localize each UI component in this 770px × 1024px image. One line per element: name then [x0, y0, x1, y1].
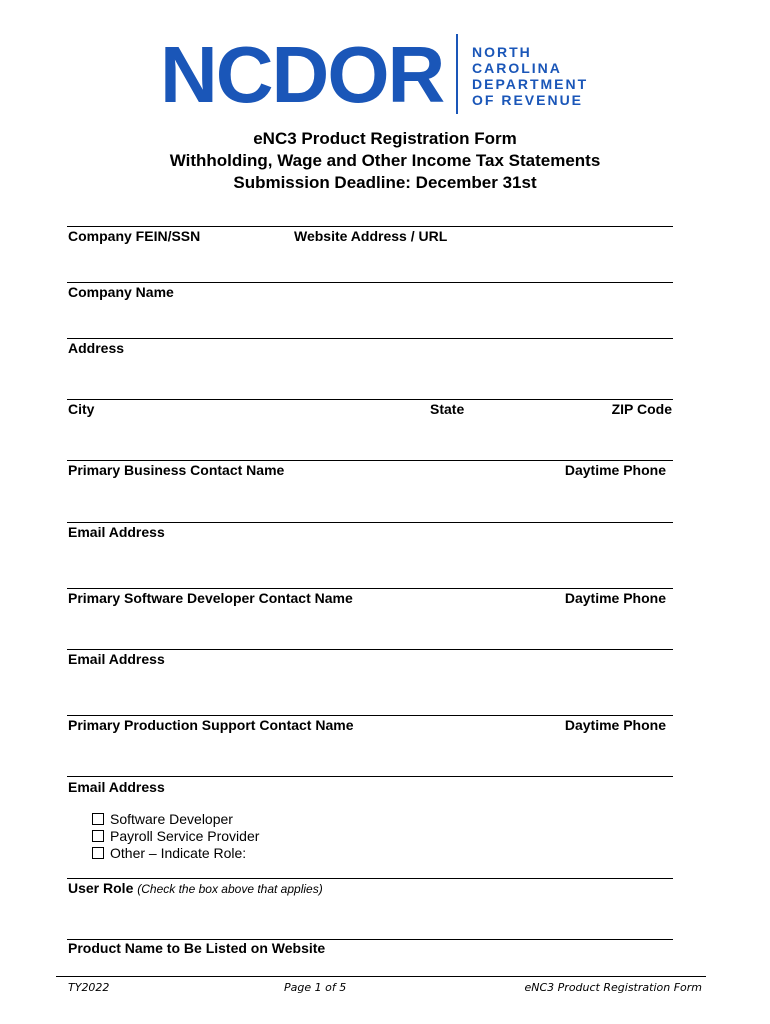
fein-website-line[interactable] — [67, 226, 673, 227]
email-label: Email Address — [68, 651, 165, 667]
state-label: State — [430, 401, 465, 417]
logo-line: OF REVENUE — [472, 92, 584, 108]
checkbox[interactable] — [92, 847, 104, 859]
company-name-line[interactable] — [67, 282, 673, 283]
website-label: Website Address / URL — [294, 228, 448, 244]
form-title: eNC3 Product Registration Form — [253, 129, 517, 148]
software-dev-contact-line[interactable] — [67, 588, 673, 589]
footer-tax-year: TY2022 — [68, 981, 110, 994]
role-option-payroll-service-provider[interactable] — [92, 828, 259, 844]
role-option-label: Other – Indicate Role: — [110, 845, 247, 861]
email-line[interactable] — [67, 649, 673, 650]
production-support-contact-line[interactable] — [67, 715, 673, 716]
zip-label: ZIP Code — [611, 401, 672, 417]
submission-deadline: Submission Deadline: December 31st — [233, 173, 537, 192]
business-contact-label: Primary Business Contact Name — [68, 462, 285, 478]
logo-wordmark: NCDOR — [160, 30, 444, 119]
user-role-note: (Check the box above that applies) — [137, 882, 323, 896]
email-line[interactable] — [67, 776, 673, 777]
fein-label: Company FEIN/SSN — [68, 228, 201, 244]
company-name-label: Company Name — [68, 284, 174, 300]
city-label: City — [68, 401, 95, 417]
logo-divider — [456, 34, 458, 114]
logo-agency-name — [472, 44, 588, 108]
logo-line: NORTH — [472, 44, 532, 60]
form-subtitle: Withholding, Wage and Other Income Tax Statements — [169, 151, 601, 170]
software-dev-contact-label: Primary Software Developer Contact Name — [68, 590, 353, 606]
footer-divider — [56, 976, 706, 977]
daytime-phone-label: Daytime Phone — [564, 462, 666, 478]
ncdor-logo — [160, 30, 610, 119]
daytime-phone-label: Daytime Phone — [564, 590, 666, 606]
daytime-phone-label: Daytime Phone — [564, 717, 666, 733]
logo-line: DEPARTMENT — [472, 76, 589, 92]
footer-form-name: eNC3 Product Registration Form — [524, 981, 702, 994]
city-state-zip-line[interactable] — [67, 399, 673, 400]
user-role-label — [68, 880, 323, 897]
email-line[interactable] — [67, 522, 673, 523]
logo-line: CAROLINA — [472, 60, 562, 76]
address-line[interactable] — [67, 338, 673, 339]
footer-page-number: Page 1 of 5 — [284, 981, 347, 994]
role-option-label: Payroll Service Provider — [110, 828, 260, 844]
checkbox[interactable] — [92, 813, 104, 825]
role-option-software-developer[interactable] — [92, 811, 233, 827]
email-label: Email Address — [68, 779, 165, 795]
role-option-other[interactable] — [92, 845, 246, 861]
form-title-block — [0, 128, 770, 194]
role-option-label: Software Developer — [110, 811, 233, 827]
address-label: Address — [68, 340, 125, 356]
email-label: Email Address — [68, 524, 165, 540]
user-role-title: User Role — [68, 880, 134, 896]
user-role-line — [67, 878, 673, 879]
production-support-contact-label: Primary Production Support Contact Name — [68, 717, 354, 733]
product-name-label: Product Name to Be Listed on Website — [68, 940, 326, 956]
checkbox[interactable] — [92, 830, 104, 842]
business-contact-line[interactable] — [67, 460, 673, 461]
